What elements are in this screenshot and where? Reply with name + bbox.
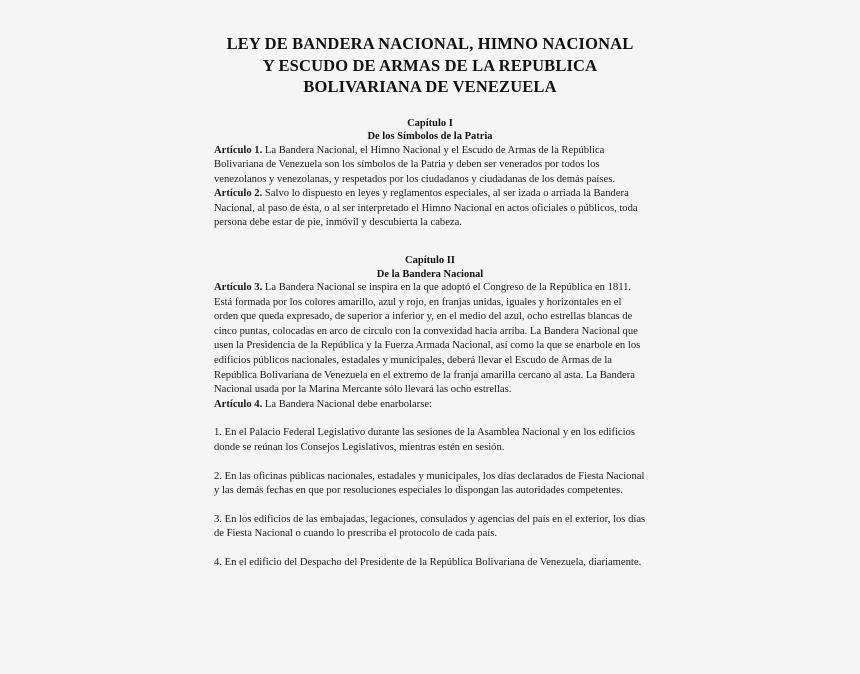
- article-4-text: La Bandera Nacional debe enarbolarse:: [262, 398, 432, 410]
- chapter-heading-1: [214, 117, 646, 144]
- list-item: 4. En el edificio del Despacho del Presidente de la República Bolivariana de Venezuela, diariamente.: [214, 556, 642, 568]
- page-title: [214, 33, 646, 98]
- article-1: [214, 144, 646, 188]
- article-2-text: Salvo lo dispuesto en leyes y reglamentos especiales, al ser izada o arriada la Bandera Nacional, al paso de ésta, o al ser interpretado el Himno Nacional en actos oficiales o públicos, toda persona debe estar de pie, inmóvil y descubierta la cabeza.: [214, 188, 638, 229]
- chapter-1-subtitle: De los Símbolos de la Patria: [367, 131, 493, 142]
- article-4-label: Artículo 4.: [214, 398, 263, 410]
- article-1-label: Artículo 1.: [214, 144, 263, 156]
- title-line-3: BOLIVARIANA DE VENEZUELA: [303, 77, 557, 96]
- chapter-heading-2: [214, 254, 646, 281]
- chapter-1-title: Capítulo I: [407, 117, 453, 129]
- article-2-label: Artículo 2.: [214, 188, 263, 200]
- title-line-2: Y ESCUDO DE ARMAS DE LA REPUBLICA: [262, 55, 598, 75]
- chapter-2-title: Capítulo II: [405, 255, 455, 267]
- list-item: 2. En las oficinas públicas nacionales, estadales y municipales, los días declarados de Fiesta Nacional y las demás fechas en que por resoluciones especiales lo dispongan las autoridades competentes.: [214, 470, 645, 497]
- article-4: [214, 398, 646, 413]
- article-2: [214, 187, 646, 231]
- article-3-text: La Bandera Nacional se inspira en la que adoptó el Congreso de la República en 1811. Está formada por los colores amarillo, azul y rojo, en franjas unidas, iguales y horizontales en el orden que queda expresado, de superior a inferior y, en el medio del azul, ocho estrellas blancas de cinco puntas, colocadas en arco de círculo con la convexidad hacia arriba. La Bandera Nacional que usen la Presidencia de la República y la Fuerza Armada Nacional, así como la que se enarbole en los edificios públicos nacionales, estadales y municipales, deberá llevar el Escudo de Armas de la República Bolivariana de Venezuela en el extremo de la franja amarilla cercano al asta. La Bandera Nacional usada por la Marina Mercante sólo llevará las ocho estrellas.: [214, 282, 641, 396]
- article-3: [214, 281, 646, 398]
- chapter-2-subtitle: De la Bandera Nacional: [376, 268, 484, 280]
- list-item: 3. En los edificios de las embajadas, legaciones, consulados y agencias del país en el exterior, los días de Fiesta Nacional o cuando lo prescriba el protocolo de cada país.: [214, 513, 646, 540]
- title-line-1: LEY DE BANDERA NACIONAL, HIMNO NACIONAL: [226, 34, 634, 53]
- article-3-label: Artículo 3.: [214, 282, 263, 294]
- article-1-text: La Bandera Nacional, el Himno Nacional y el Escudo de Armas de la República Bolivariana de Venezuela son los símbolos de la Patria y deben ser venerados por todos los venezolanos y venezolanas, y respetados por los ciudadanos y ciudadanas de los demás países.: [214, 144, 615, 185]
- list-item: 1. En el Palacio Federal Legislativo durante las sesiones de la Asamblea Nacional y en los edificios donde se reúnan los Consejos Legislativos, mientras estén en sesión.: [214, 427, 635, 453]
